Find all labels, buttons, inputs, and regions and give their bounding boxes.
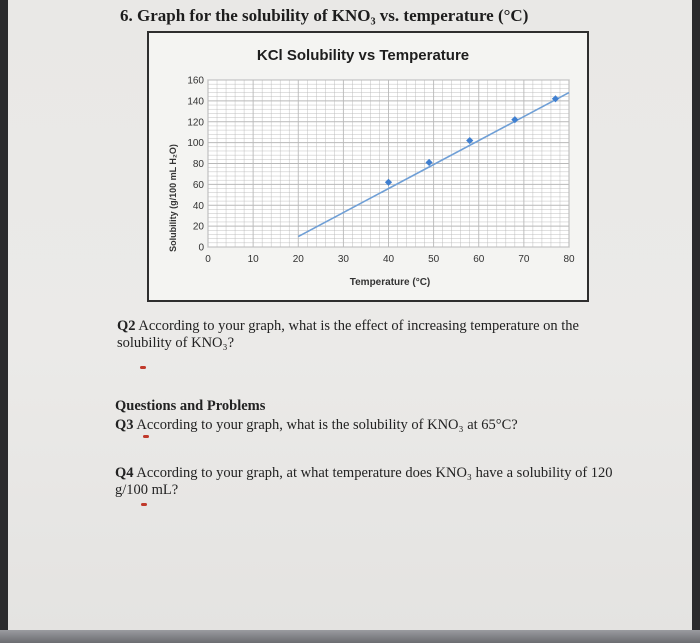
y-tick-label: 160 (187, 75, 204, 87)
x-tick-label: 60 (473, 254, 485, 265)
q3-text: According to your graph, what is the solubility of KNO₃ at 65°C? (136, 417, 518, 433)
x-tick-label: 0 (205, 254, 211, 265)
y-tick-label: 40 (192, 200, 204, 212)
section-title (115, 398, 265, 415)
x-tick-label: 80 (563, 254, 575, 265)
y-tick-label: 0 (198, 242, 204, 254)
y-tick-label: 80 (192, 159, 204, 170)
q2-number: Q2 (117, 318, 136, 334)
x-tick-label: 40 (382, 254, 395, 265)
answer-marker (141, 503, 147, 506)
y-tick-label: 100 (187, 138, 204, 150)
chart-title: KCl Solubility vs Temperature (256, 47, 470, 64)
q4-number: Q4 (115, 465, 134, 481)
x-tick-label: 50 (428, 254, 440, 265)
chart-svg (149, 33, 587, 300)
y-tick-label: 140 (187, 96, 204, 108)
question-q3 (115, 417, 635, 434)
x-tick-label: 10 (247, 254, 259, 265)
screen-edge (0, 630, 700, 643)
x-tick-label: 70 (518, 254, 530, 265)
question-q2 (117, 318, 627, 352)
y-tick-label: 120 (187, 117, 204, 129)
x-tick-label: 30 (337, 254, 349, 265)
x-axis-label: Temperature (°C) (349, 277, 431, 288)
answer-marker (140, 366, 146, 369)
y-tick-label: 60 (192, 179, 204, 191)
page-heading: 6. Graph for the solubility of KNO₃ vs. temperature (°C) (120, 6, 529, 25)
y-tick-label: 20 (192, 221, 204, 233)
y-axis-label: Solubility (g/100 mL H₂O) (168, 144, 178, 252)
question-q4 (115, 465, 625, 499)
q4-text: According to your graph, at what temperature does KNO₃ have a solubility of 120 g/100 mL? (115, 465, 613, 498)
q2-text: According to your graph, what is the effect of increasing temperature on the solubility of KNO₃? (117, 318, 579, 351)
section-title-text: Questions and Problems (115, 398, 266, 414)
answer-marker (143, 435, 149, 438)
x-tick-label: 20 (292, 254, 304, 265)
chart-frame (147, 31, 589, 302)
q3-number: Q3 (115, 417, 134, 433)
